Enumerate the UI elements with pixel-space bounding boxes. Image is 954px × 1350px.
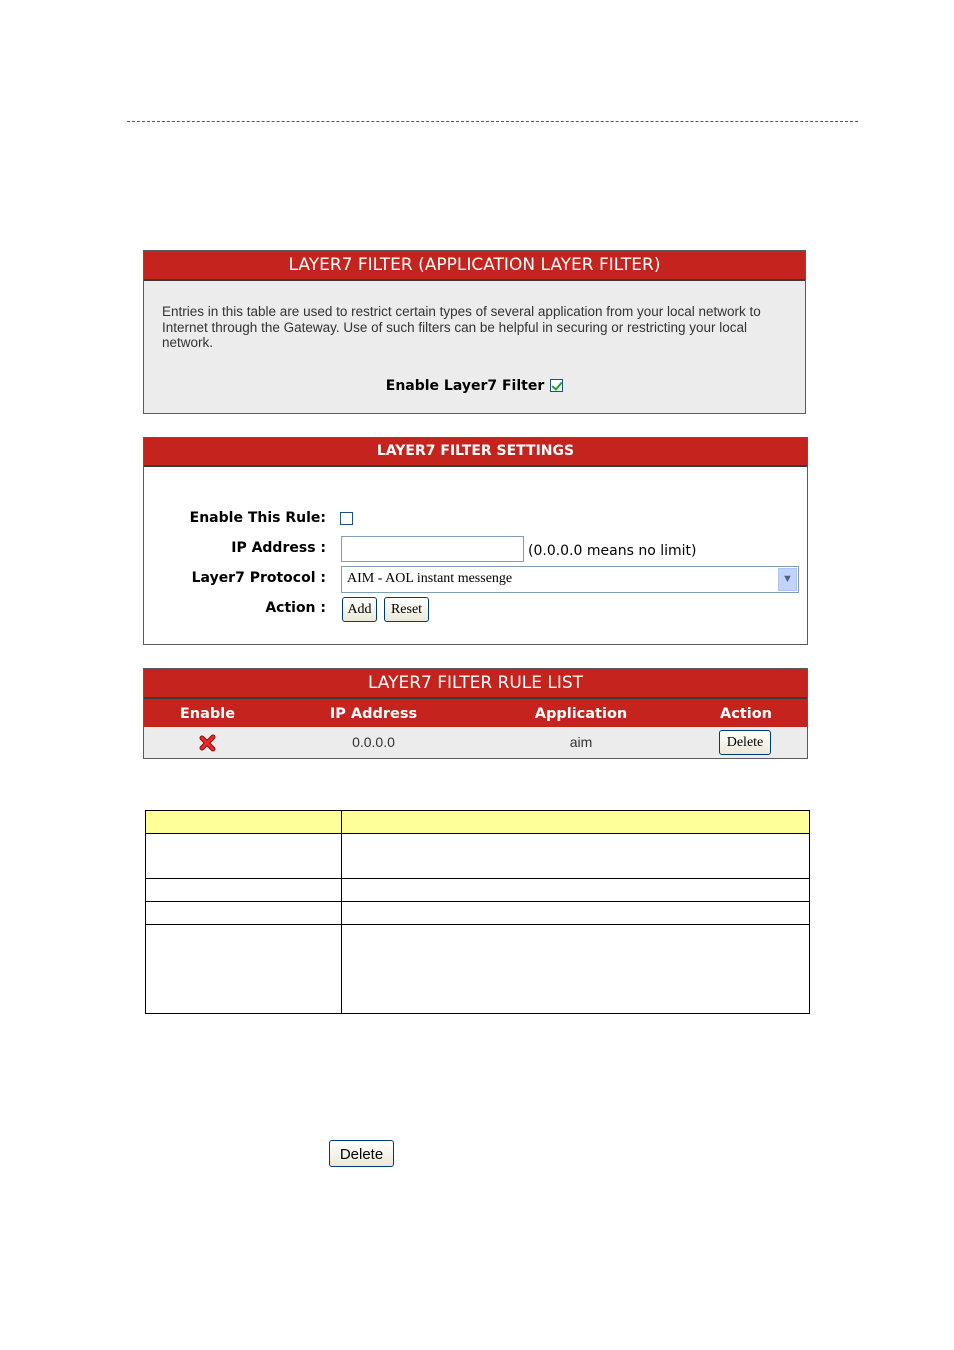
description-table-header-row <box>146 811 810 834</box>
table-row <box>146 834 810 879</box>
table-cell <box>342 902 810 925</box>
description-table <box>145 810 810 1014</box>
layer7-filter-panel <box>143 250 806 414</box>
table-cell <box>342 879 810 902</box>
table-cell <box>342 925 810 1014</box>
row-delete-button[interactable]: Delete <box>719 730 771 755</box>
enable-layer7-row <box>144 378 805 394</box>
delete-button[interactable]: Delete <box>329 1140 394 1167</box>
column-action: Action <box>719 706 772 722</box>
column-ip-address: IP Address <box>329 706 418 722</box>
table-row <box>146 879 810 902</box>
ip-address-label: IP Address : <box>231 540 326 556</box>
red-x-icon <box>199 734 217 752</box>
layer7-rule-list-panel <box>143 668 808 759</box>
table-row <box>146 925 810 1014</box>
rule-list-title: LAYER7 FILTER RULE LIST <box>144 669 807 699</box>
table-cell <box>342 811 810 834</box>
table-cell <box>146 834 342 879</box>
enable-layer7-label: Enable Layer7 Filter <box>385 378 545 394</box>
protocol-label: Layer7 Protocol : <box>191 570 326 586</box>
protocol-select[interactable] <box>341 566 799 593</box>
row-ip-address: 0.0.0.0 <box>352 734 395 750</box>
enable-layer7-checkbox[interactable] <box>550 379 563 392</box>
layer7-filter-title: LAYER7 FILTER (APPLICATION LAYER FILTER) <box>144 251 805 281</box>
table-row <box>144 727 807 758</box>
column-enable: Enable <box>179 706 236 722</box>
table-row <box>146 902 810 925</box>
table-cell <box>146 925 342 1014</box>
row-application: aim <box>569 734 593 750</box>
protocol-selected-value: AIM - AOL instant messenge <box>347 571 513 586</box>
column-application: Application <box>534 706 628 722</box>
layer7-settings-title: LAYER7 FILTER SETTINGS <box>144 438 807 467</box>
ip-address-input[interactable] <box>341 536 524 562</box>
add-button[interactable]: Add <box>342 597 377 622</box>
table-cell <box>342 834 810 879</box>
reset-button[interactable]: Reset <box>384 597 429 622</box>
enable-rule-label: Enable This Rule: <box>189 510 326 526</box>
rule-list-header <box>144 699 807 727</box>
table-cell <box>146 879 342 902</box>
table-cell <box>146 811 342 834</box>
top-dashed-rule <box>127 121 858 122</box>
layer7-filter-description: Entries in this table are used to restrict certain types of several application from your local network to Internet through the Gateway. Use of such filters can be helpful in securing or restricting your local network. <box>162 304 761 350</box>
enable-rule-checkbox[interactable] <box>340 512 353 525</box>
action-label: Action : <box>265 600 326 616</box>
ip-address-hint: (0.0.0.0 means no limit) <box>528 543 697 559</box>
layer7-settings-panel <box>143 437 808 645</box>
table-cell <box>146 902 342 925</box>
chevron-down-icon[interactable]: ▼ <box>778 568 797 591</box>
